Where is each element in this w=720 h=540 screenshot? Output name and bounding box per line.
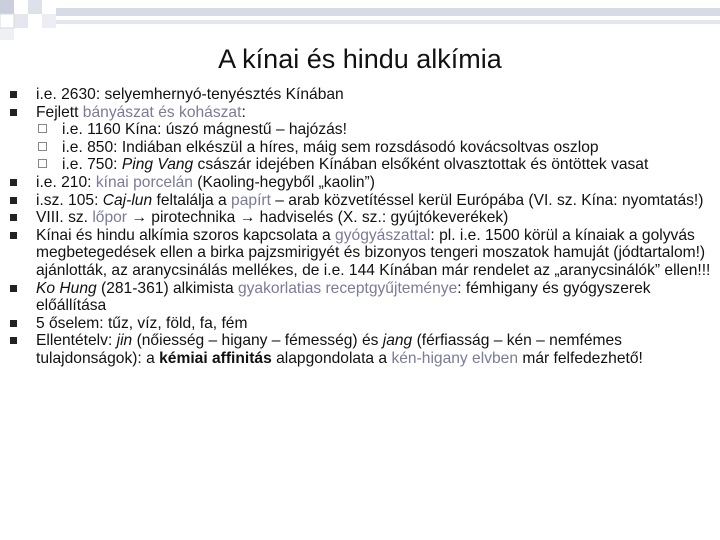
list-item-text: kén-higany elvben xyxy=(391,349,519,367)
list-item-text: (férfiasság – kén – nemfémes tulajdonságok): a xyxy=(36,332,622,367)
list-item-text: gyógyászattal xyxy=(335,226,431,244)
list-item-text: már felfedezhető! xyxy=(518,349,643,367)
list-item xyxy=(10,227,714,280)
list-item xyxy=(10,104,714,122)
sub-list-item xyxy=(10,121,714,139)
list-item-text: i.e. 2630: selyemhernyó-tenyésztés Kínában xyxy=(36,86,344,103)
list-item-text: (nőiesség – higany – fémesség) és xyxy=(132,332,383,350)
list-item-text: Ping Vang xyxy=(121,156,194,174)
list-item-text: Kínai és hindu alkímia szoros kapcsolata a xyxy=(36,226,336,244)
list-item-text: feltalálja a xyxy=(152,191,232,209)
list-item xyxy=(10,86,714,104)
list-item-text: jin xyxy=(116,332,133,350)
list-item xyxy=(10,192,714,210)
sub-list-item xyxy=(10,139,714,157)
list-item xyxy=(10,315,714,333)
slide-content xyxy=(10,86,714,368)
list-item-text: jang xyxy=(382,332,413,350)
list-item xyxy=(10,280,714,315)
list-item-text: bányászat és kohászat xyxy=(82,103,242,121)
square-bullet-icon xyxy=(10,109,17,116)
list-item-text: Ellentételv: xyxy=(36,332,117,350)
square-bullet-icon xyxy=(10,179,17,186)
list-item-text: i.e. 750: xyxy=(62,156,122,174)
list-item-text: (Kaoling-hegyből „kaolin”) xyxy=(192,173,375,191)
checkbox-bullet-icon xyxy=(38,159,47,168)
list-item-text: VIII. sz. xyxy=(36,209,93,227)
list-item xyxy=(10,332,714,367)
list-item-text: i.e. 850: Indiában elkészül a híres, máig sem rozsdásodó kovácsoltvas oszlop xyxy=(62,138,599,156)
list-item-text: : fémhigany és gyógyszerek előállítása xyxy=(36,279,651,315)
square-bullet-icon xyxy=(10,337,17,344)
checkbox-bullet-icon xyxy=(38,142,47,151)
list-item-text: császár idejében Kínában elsőként olvasztottak és öntöttek vasat xyxy=(193,156,649,174)
list-item-text: kínai porcelán xyxy=(95,173,193,191)
square-bullet-icon xyxy=(10,285,17,292)
page-title: A kínai és hindu alkímia xyxy=(218,44,502,74)
list-item xyxy=(10,174,714,192)
list-item-text: Caj-lun xyxy=(102,191,153,209)
list-item-text: i.e. 210: xyxy=(36,173,96,191)
list-item xyxy=(10,209,714,227)
square-bullet-icon xyxy=(10,320,17,327)
square-bullet-icon xyxy=(10,232,17,239)
decorative-header-pattern xyxy=(0,0,720,40)
list-item-text: Ko Hung xyxy=(36,279,97,297)
sub-list-item xyxy=(10,156,714,174)
list-item-text: Fejlett xyxy=(36,103,83,121)
list-item-text: → pirotechnika → hadviselés (X. sz.: gyújtókeverékek) xyxy=(127,209,509,227)
list-item-text: papírt xyxy=(231,191,271,209)
list-item-text: : pl. i.e. 1500 körül a kínaiak a golyvás megbetegedések ellen a birka pajzsmirigyét és bizonyos tengeri moszatok hamuját (jódtartalom!) ajánlották, az aranycsinálás mellékes, de i.e. 144 Kínában már rendelet az „aranycsinálók” ellen!!! xyxy=(36,226,711,279)
list-item-text: alapgondolata a xyxy=(271,349,392,367)
list-item-text: : xyxy=(241,103,246,121)
list-item-text: 5 őselem: tűz, víz, föld, fa, fém xyxy=(36,314,248,332)
square-bullet-icon xyxy=(10,197,17,204)
list-item-text: i.sz. 105: xyxy=(36,191,103,209)
checkbox-bullet-icon xyxy=(38,124,47,133)
square-bullet-icon xyxy=(10,91,17,98)
list-item-text: lőpor xyxy=(92,209,128,227)
list-item-text: kémiai affinitás xyxy=(159,349,272,367)
list-item-text: – arab közvetítéssel kerül Európába (VI. sz. Kína: nyomtatás!) xyxy=(270,191,704,209)
square-bullet-icon xyxy=(10,214,17,221)
list-item-text: gyakorlatias receptgyűjteménye xyxy=(237,279,458,297)
list-item-text: i.e. 1160 Kína: úszó mágnestű – hajózás! xyxy=(62,121,347,139)
list-item-text: (281-361) alkimista xyxy=(96,279,238,297)
